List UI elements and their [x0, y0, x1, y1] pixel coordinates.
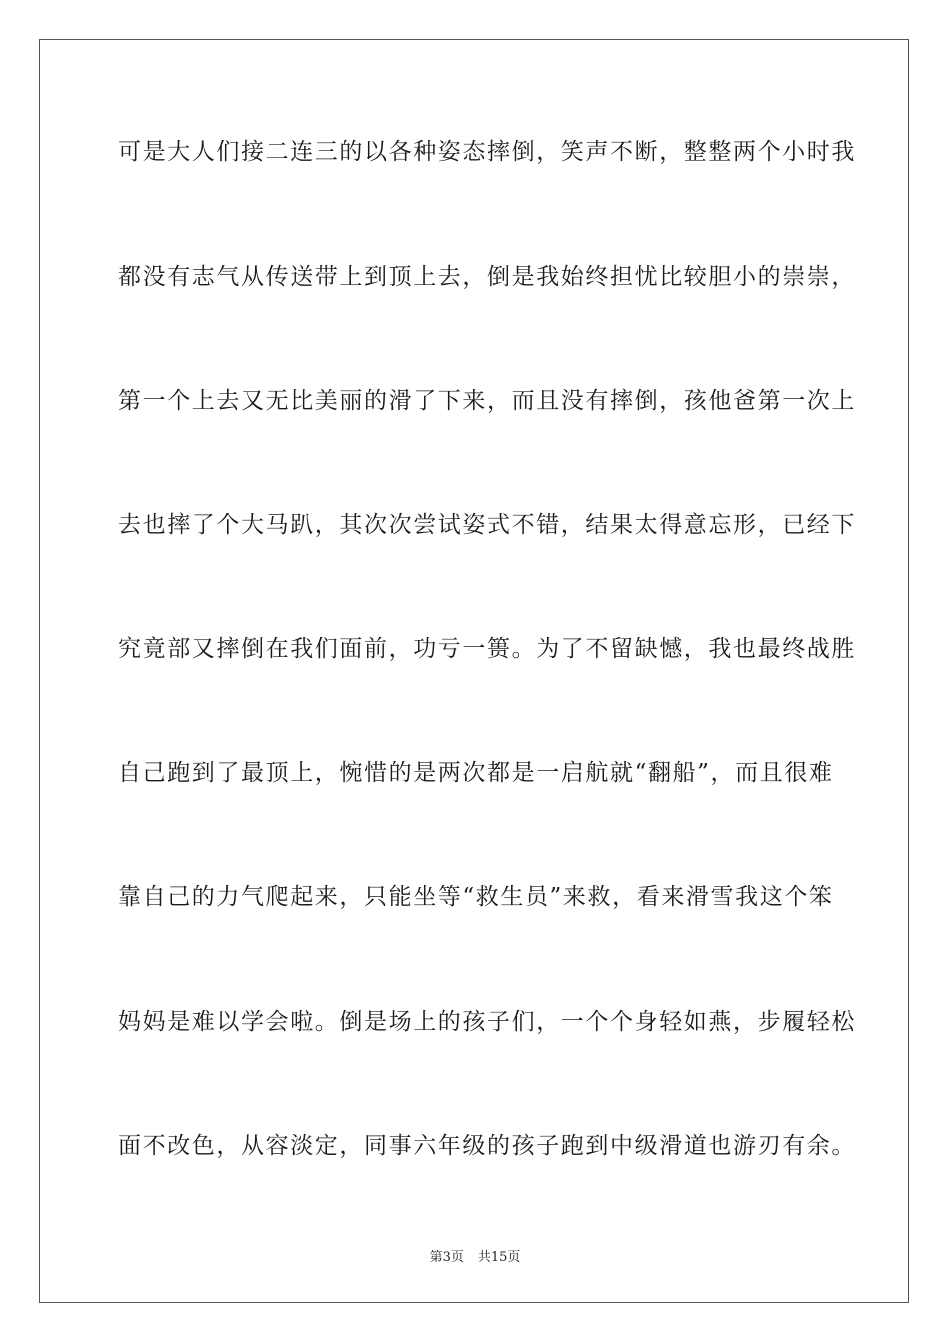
- body-line-9: 面不改色，从容淡定，同事六年级的孩子跑到中级滑道也游刃有余。: [118, 1133, 856, 1159]
- page-footer: [0, 1246, 950, 1265]
- page-total: 共15页: [477, 1250, 521, 1265]
- body-line-1: 可是大人们接二连三的以各种姿态摔倒，笑声不断，整整两个小时我: [118, 139, 856, 165]
- body-line-8: 妈妈是难以学会啦。倒是场上的孩子们，一个个身轻如燕，步履轻松: [118, 1009, 856, 1035]
- body-line-3: 第一个上去又无比美丽的滑了下来，而且没有摔倒，孩他爸第一次上: [118, 388, 856, 414]
- page-number: 第3页: [429, 1250, 464, 1265]
- body-line-4: 去也摔了个大马趴，其次次尝试姿式不错，结果太得意忘形，已经下: [118, 512, 856, 538]
- body-line-6: 自己跑到了最顶上，惋惜的是两次都是一启航就“翻船”，而且很难: [118, 760, 834, 786]
- body-line-2: 都没有志气从传送带上到顶上去，倒是我始终担忧比较胆小的崇崇，: [118, 264, 856, 290]
- body-line-7: 靠自己的力气爬起来，只能坐等“救生员”来救，看来滑雪我这个笨: [118, 884, 834, 910]
- body-line-5: 究竟部又摔倒在我们面前，功亏一篑。为了不留缺憾，我也最终战胜: [118, 636, 856, 662]
- page-border: [39, 39, 909, 1303]
